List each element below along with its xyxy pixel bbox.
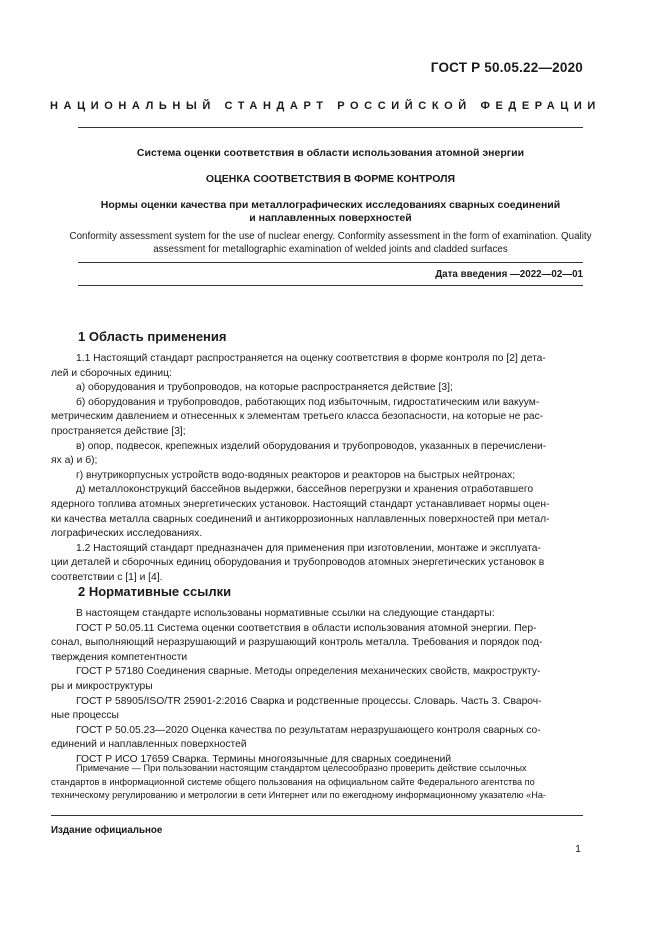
para-1-2-line-3: соответствии с [1] и [4]. — [51, 571, 163, 583]
para-1-1-line-2: лей и сборочных единиц: — [51, 367, 172, 379]
item-a: а) оборудования и трубопроводов, на которые распространяется действие [3]; — [76, 382, 453, 394]
system-title: Система оценки соответствия в области использования атомной энергии — [136, 147, 525, 159]
reference-1-line-1: ГОСТ Р 50.05.11 Система оценки соответствия в области использования атомной энергии. Пер- — [76, 622, 537, 634]
reference-3-line-1: ГОСТ Р 58905/ISO/TR 25901-2:2016 Сварка и родственные процессы. Словарь. Часть 3. Свароч- — [76, 695, 542, 707]
item-v-line-1: в) опор, подвесок, крепежных изделий оборудования и трубопроводов, указанных в перечислени- — [76, 440, 547, 452]
section-2-body — [51, 607, 583, 768]
item-b-line-2: метрическим давлением и отнесенных к элементам третьего класса безопасности, на которые не рас- — [51, 411, 544, 423]
date-divider — [78, 285, 583, 286]
edition-label: Издание официальное — [51, 825, 163, 836]
item-d-line-2: ядерного топлива атомных энергетических установок. Настоящий стандарт устанавливает нормы оцен- — [51, 498, 550, 510]
section-1-heading: 1 Область применения — [78, 329, 227, 344]
para-1-1-line-1: 1.1 Настоящий стандарт распространяется на оценку соответствия в форме контроля по [2] дета- — [76, 353, 546, 364]
reference-4-line-1: ГОСТ Р 50.05.23—2020 Оценка качества по результатам неразрушающего контроля сварных со- — [76, 724, 541, 736]
national-standard-banner: НАЦИОНАЛЬНЫЙ СТАНДАРТ РОССИЙСКОЙ ФЕДЕРАЦИИ — [50, 100, 601, 112]
note-line-3: техническому регулированию и метрологии в сети Интернет или по ежегодному информационному указателю «На- — [51, 790, 546, 801]
section-1-body — [51, 352, 583, 586]
intro-date: Дата введения —2022—02—01 — [435, 269, 583, 280]
title-divider — [78, 262, 583, 263]
reference-2-line-2: ры и микроструктуры — [51, 680, 153, 692]
english-title-line-2: assessment for metallographic examination of welded joints and cladded surfaces — [153, 244, 508, 255]
english-title-line-1: Conformity assessment system for the use of nuclear energy. Conformity assessment in the form of examination. Quality — [69, 231, 592, 242]
top-divider — [78, 127, 583, 128]
page-number: 1 — [575, 843, 581, 855]
references-intro: В настоящем стандарте использованы нормативные ссылки на следующие стандарты: — [76, 608, 495, 619]
note-text-1: — При пользовании настоящим стандартом целесообразно проверить действие ссылочных — [129, 763, 527, 773]
item-b-line-1: б) оборудования и трубопроводов, работающих под избыточным, гидростатическим или вакуум- — [76, 396, 540, 408]
item-g: г) внутрикорпусных устройств водо-водяных реакторов и реакторов на быстрых нейтронах; — [76, 469, 516, 481]
reference-3-line-2: ные процессы — [51, 710, 119, 722]
item-v-line-2: ях а) и б); — [51, 455, 98, 467]
note-line-2: стандартов в информационной системе общего пользования на официальном сайте Федерального агентства по — [51, 776, 535, 787]
subtitle-line-2: и наплавленных поверхностей — [249, 212, 412, 224]
note-block — [51, 762, 583, 803]
item-d-line-3: ки качества металла сварных соединений и антикоррозионных наплавленных поверхностей при метал- — [51, 513, 550, 525]
item-b-line-3: пространяется действие [3]; — [51, 425, 186, 437]
reference-1-line-3: тверждения компетентности — [51, 651, 188, 663]
reference-4-line-2: единений и наплавленных поверхностей — [51, 739, 247, 751]
footer-divider — [51, 815, 583, 816]
reference-1-line-2: сонал, выполняющий неразрушающий и разрушающий контроль металла. Требования и порядок под- — [51, 637, 543, 649]
note-label: Примечание — [76, 763, 130, 773]
para-1-2-line-1: 1.2 Настоящий стандарт предназначен для применения при изготовлении, монтаже и эксплуата- — [76, 542, 541, 554]
note-line-1 — [51, 762, 583, 776]
document-code: ГОСТ Р 50.05.22—2020 — [430, 60, 583, 75]
item-d-line-1: д) металлоконструкций бассейнов выдержки, бассейнов перегрузки и хранения отработавшего — [76, 484, 534, 496]
para-1-2-line-2: ции деталей и сборочных единиц оборудования и трубопроводов атомных энергетических установок в — [51, 557, 545, 569]
section-2-heading: 2 Нормативные ссылки — [78, 584, 232, 599]
reference-2-line-1: ГОСТ Р 57180 Соединения сварные. Методы определения механических свойств, макрострукту- — [76, 666, 541, 678]
reference-5: ГОСТ Р ИСО 17659 Сварка. Термины многоязычные для сварных соединений — [76, 753, 452, 765]
item-d-line-4: лографических исследованиях. — [51, 528, 203, 540]
main-title: ОЦЕНКА СООТВЕТСТВИЯ В ФОРМЕ КОНТРОЛЯ — [205, 173, 456, 185]
subtitle-line-1: Нормы оценки качества при металлографических исследованиях сварных соединений — [100, 199, 561, 211]
